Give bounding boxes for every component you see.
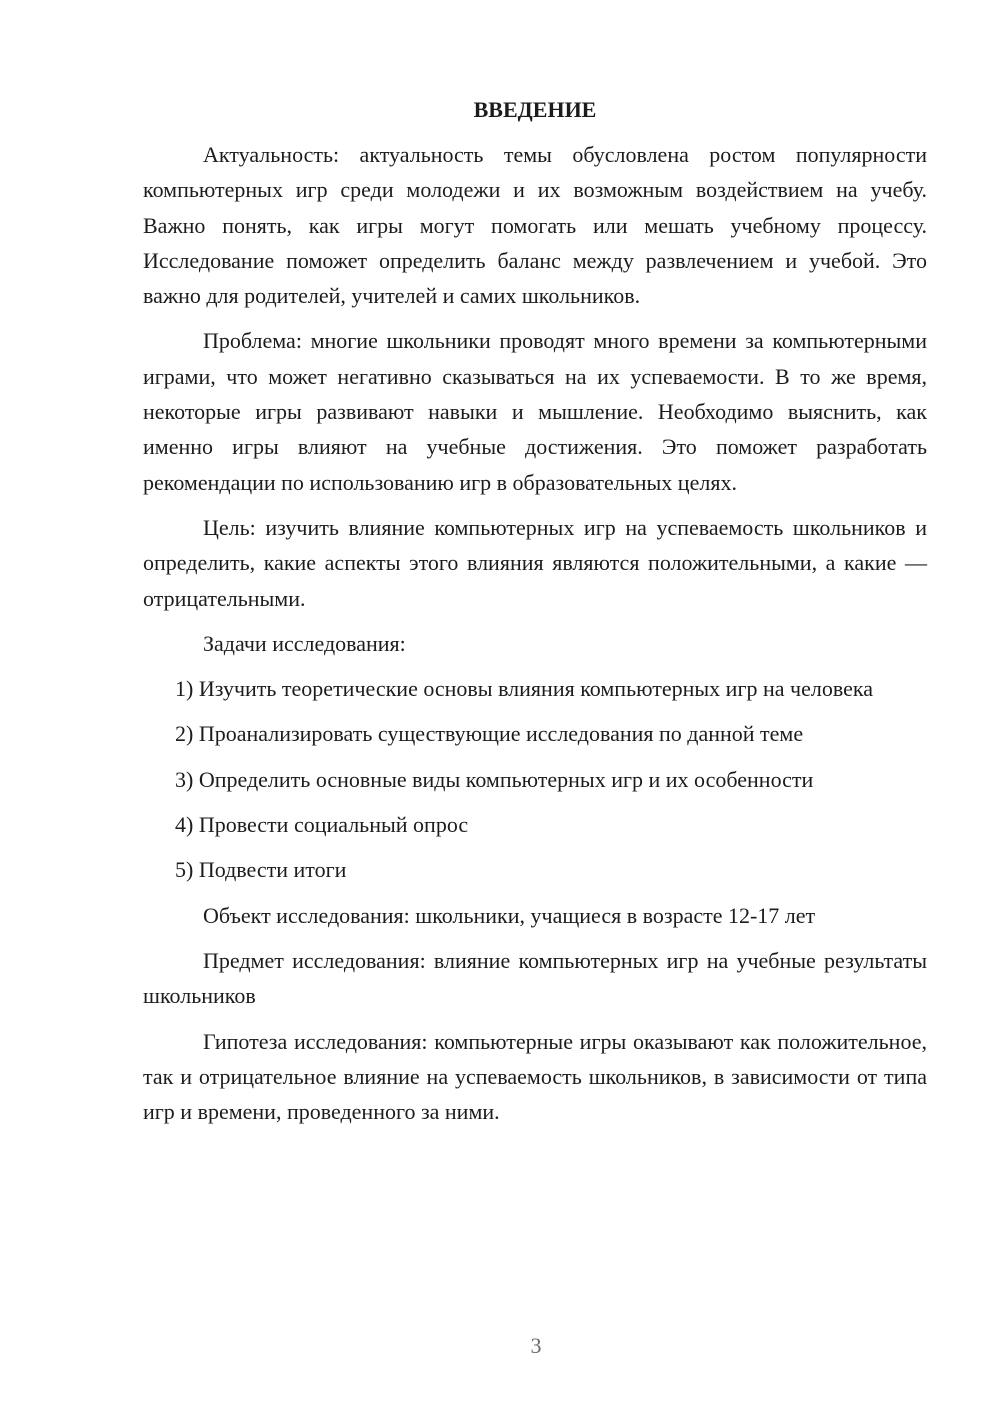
problem-paragraph: Проблема: многие школьники проводят много времени за компьютерными играми, что может негативно сказываться на их успеваемости. В то же время, некоторые игры развивают навыки и мышление. Необходимо выяснить, как именно игры влияют на учебные достижения. Это поможет разработать рекомендации по использованию игр в образовательных целях. <box>143 328 927 495</box>
section-heading: ВВЕДЕНИЕ <box>473 97 597 122</box>
object-paragraph: Объект исследования: школьники, учащиеся в возрасте 12-17 лет <box>203 902 816 928</box>
hypothesis-paragraph: Гипотеза исследования: компьютерные игры оказывают как положительное, так и отрицательное влияние на успеваемость школьников, в зависимости от типа игр и времени, проведенного за ними. <box>143 1028 927 1125</box>
task-item-3: 3) Определить основные виды компьютерных игр и их особенности <box>175 766 814 792</box>
tasks-heading: Задачи исследования: <box>203 630 406 656</box>
relevance-paragraph: Актуальность: актуальность темы обусловлена ростом популярности компьютерных игр среди молодежи и их возможным воздействием на учебу. Важно понять, как игры могут помогать или мешать учебному процессу. Исследование поможет определить баланс между развлечением и учебой. Это важно для родителей, учителей и самих школьников. <box>143 142 927 309</box>
task-item-1: 1) Изучить теоретические основы влияния компьютерных игр на человека <box>175 676 873 702</box>
task-item-2: 2) Проанализировать существующие исследования по данной теме <box>175 721 804 747</box>
page-number: 3 <box>530 1333 542 1358</box>
task-item-4: 4) Провести социальный опрос <box>175 812 469 838</box>
document-page <box>143 92 927 1139</box>
goal-paragraph: Цель: изучить влияние компьютерных игр на успеваемость школьников и определить, какие аспекты этого влияния являются положительными, а какие — отрицательными. <box>143 514 927 611</box>
subject-paragraph: Предмет исследования: влияние компьютерных игр на учебные результаты школьников <box>143 947 927 1009</box>
task-item-5: 5) Подвести итоги <box>175 857 347 883</box>
